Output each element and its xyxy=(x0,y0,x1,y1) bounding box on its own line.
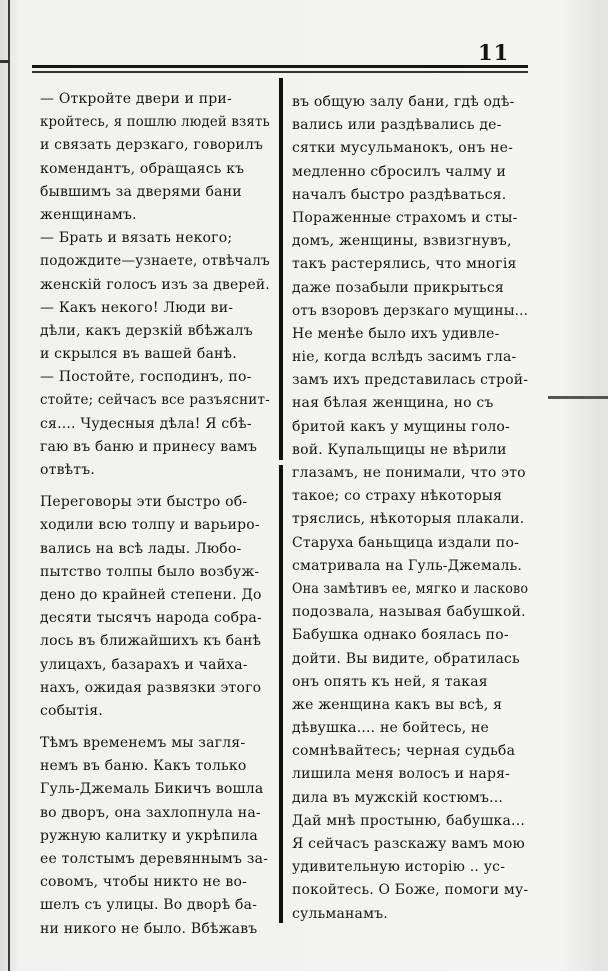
text-line: въ общую залу бани, гдѣ одѣ- xyxy=(292,94,515,110)
text-line: замъ ихъ представилась строй- xyxy=(292,372,529,389)
text-line: такое; со страху нѣкоторыя xyxy=(292,488,503,505)
text-line: нахъ, ожидая развязки этого xyxy=(40,679,262,696)
text-line: сомнѣвайтесь; черная судьба xyxy=(292,743,516,760)
text-line: онъ опять къ ней, я такая xyxy=(292,673,488,690)
text-line: во дворъ, она захлопнула на- xyxy=(40,804,261,821)
text-line: удивительную исторію .. ус- xyxy=(292,859,506,876)
text-line: ее толстымъ деревяннымъ за- xyxy=(40,851,269,867)
text-line: Она замѣтивъ ее, мягко и ласково xyxy=(292,580,529,597)
paragraph-gap xyxy=(40,482,270,491)
header-rule-secondary xyxy=(32,71,528,73)
text-line: вались на всѣ лады. Любо- xyxy=(40,540,242,557)
text-line: домъ, женщины, взвизгнувъ, xyxy=(292,233,512,250)
text-line: дѣли, какъ дерзкій вбѣжалъ xyxy=(40,322,253,339)
text-line: Дай мнѣ простыню, бабушка... xyxy=(292,812,525,829)
text-line: гаю въ баню и принесу вамъ xyxy=(40,438,258,455)
text-line: — Откройте двери и при- xyxy=(40,91,232,107)
text-line: женщинамъ. xyxy=(40,206,137,223)
page-number: 11 xyxy=(478,40,510,65)
page-left-edge xyxy=(8,0,10,971)
text-line: дено до крайней степени. До xyxy=(40,586,262,603)
text-line: отвѣтъ. xyxy=(40,462,96,478)
text-line: пытство толпы было возбуж- xyxy=(40,563,260,580)
text-line: Бабушка однако боялась по- xyxy=(292,627,509,644)
text-line: же женщина какъ вы всѣ, я xyxy=(292,696,503,713)
text-line: глазамъ, не понимали, что это xyxy=(292,465,526,481)
text-line: немъ въ баню. Какъ только xyxy=(40,758,247,775)
text-line: сульманамъ. xyxy=(292,905,388,922)
margin-mark xyxy=(0,60,10,63)
text-line: Переговоры эти быстро об- xyxy=(40,494,248,511)
text-line: такъ растерялись, что многія xyxy=(292,256,517,273)
right-column xyxy=(292,91,528,926)
text-line: ружную калитку и укрѣпила xyxy=(40,827,258,844)
text-line: и скрылся въ вашей банѣ. xyxy=(40,346,237,363)
text-line: сматривала на Гуль-Джемаль. xyxy=(292,557,523,574)
text-line: женскій голосъ изъ за дверей. xyxy=(40,276,270,293)
text-line: бывшимъ за дверями бани xyxy=(40,183,242,200)
text-line: покойтесь. О Боже, помоги му- xyxy=(292,882,529,899)
text-line: Старуха баньщица издали по- xyxy=(292,534,520,551)
text-line: сятки мусульманокъ, онъ не- xyxy=(292,140,514,157)
text-line: медленно сбросилъ чалму и xyxy=(292,163,507,180)
column-divider-break xyxy=(276,460,286,465)
text-line: отъ взоровъ дерзкаго мущины... xyxy=(292,302,529,319)
text-line: началъ быстро раздѣваться. xyxy=(292,186,507,203)
text-line: ная бѣлая женщина, но съ xyxy=(292,395,494,412)
text-line: — Брать и вязать некого; xyxy=(40,230,233,247)
text-line: Не менѣе было ихъ удивле- xyxy=(292,325,500,342)
text-line: — Какъ некого! Люди ви- xyxy=(40,299,234,316)
text-line: улицахъ, базарахъ и чайха- xyxy=(40,656,248,673)
text-line: лось въ ближайшихъ къ банѣ xyxy=(40,633,262,650)
text-line: Пораженные страхомъ и сты- xyxy=(292,209,518,226)
text-line: событія. xyxy=(40,702,103,719)
text-line: лишила меня волосъ и наря- xyxy=(292,766,511,783)
text-line: ся.... Чудесныя дѣла! Я сбѣ- xyxy=(40,415,252,432)
text-line: — Постойте, господинъ, по- xyxy=(40,369,252,386)
left-column xyxy=(40,88,270,941)
text-line: совомъ, чтобы никто не во- xyxy=(40,874,248,891)
text-line: кройтесь, я пошлю людей взять xyxy=(40,114,270,131)
header-rule xyxy=(32,65,528,68)
text-line: ни никого не было. Вбѣжавъ xyxy=(40,920,258,937)
text-line: подозвала, называя бабушкой. xyxy=(292,604,526,621)
text-line: тряслись, нѣкоторыя плакали. xyxy=(292,511,525,528)
text-line: дила въ мужскій костюмъ... xyxy=(292,789,504,806)
text-line: бритой какъ у мущины голо- xyxy=(292,418,510,435)
text-line: ніе, когда вслѣдъ засимъ гла- xyxy=(292,349,517,366)
text-line: Тѣмъ временемъ мы загля- xyxy=(40,735,246,752)
text-line: десяти тысячъ народа собра- xyxy=(40,610,262,627)
text-line: Я сейчасъ разскажу вамъ мою xyxy=(292,836,525,852)
text-line: вались или раздѣвались де- xyxy=(292,117,502,134)
text-line: даже позабыли прикрыться xyxy=(292,279,504,296)
margin-mark-right xyxy=(548,396,608,399)
text-line: ходили всю толпу и варьиро- xyxy=(40,517,260,534)
text-line: подождите—узнаете, отвѣчалъ xyxy=(40,253,270,270)
text-line: Гуль-Джемаль Бикичъ вошла xyxy=(40,781,264,798)
column-divider xyxy=(279,78,283,923)
paragraph-gap xyxy=(40,723,270,732)
text-line: вой. Купальщицы не вѣрили xyxy=(292,441,507,458)
text-line: стойте; сейчасъ все разъяснит- xyxy=(40,392,270,409)
text-line: комендантъ, обращаясь къ xyxy=(40,160,245,177)
text-line: шелъ съ улицы. Во дворѣ ба- xyxy=(40,897,258,914)
text-line: дойти. Вы видите, обратилась xyxy=(292,650,520,667)
text-line: дѣвушка.... не бойтесь, не xyxy=(292,720,490,737)
text-line: и связать дерзкаго, говорилъ xyxy=(40,137,264,154)
